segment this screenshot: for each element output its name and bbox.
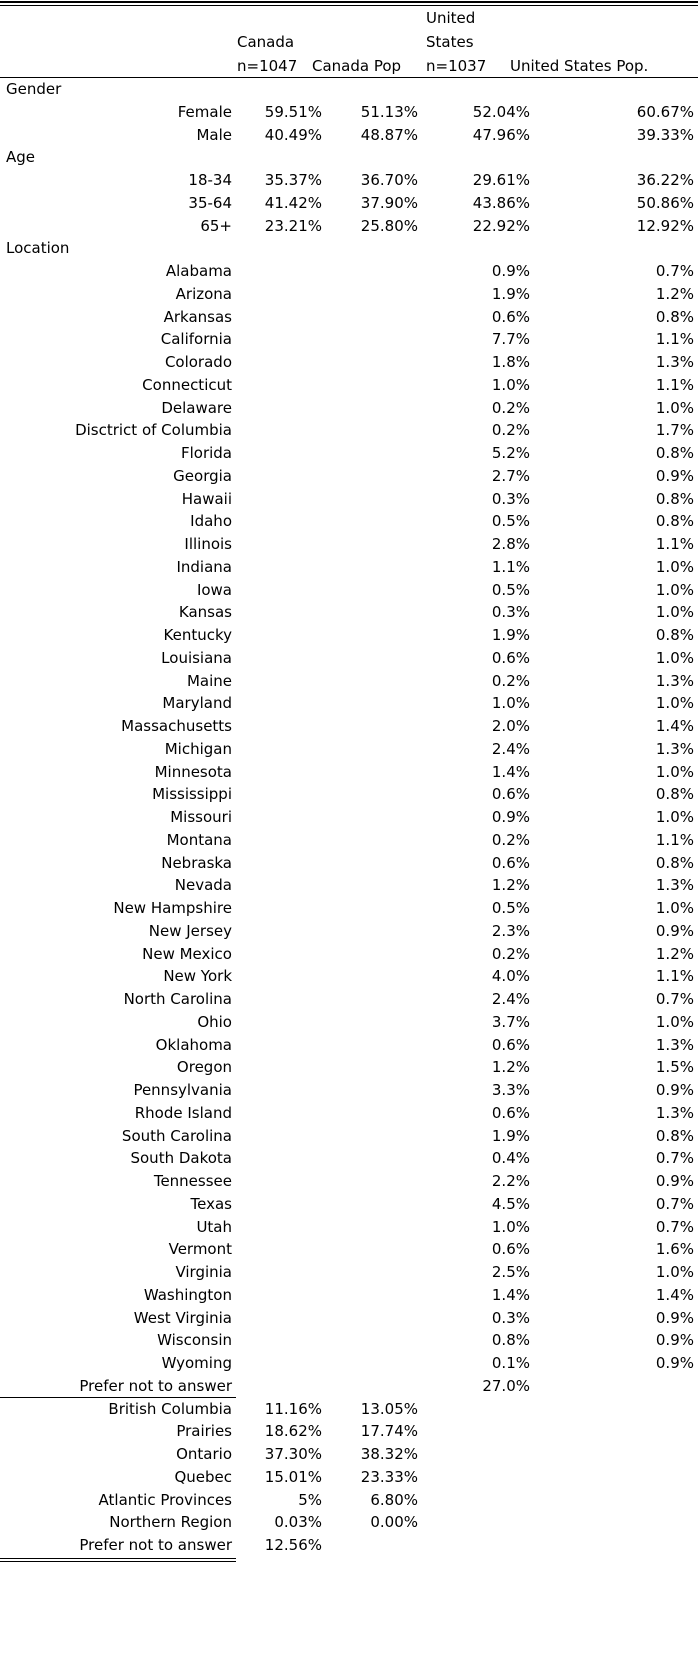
cell-us-pop: 1.0%	[655, 648, 694, 667]
cell-us: 47.96%	[472, 125, 530, 144]
row-label: Alabama	[165, 262, 232, 280]
cell-us-pop: 1.3%	[655, 671, 694, 690]
cell-canada-pop: 37.90%	[360, 193, 418, 212]
cell-us-pop: 50.86%	[636, 193, 694, 212]
row-label: Texas	[190, 1194, 232, 1213]
header-us-pop: United States Pop.	[510, 57, 649, 75]
cell-us-pop: 1.0%	[655, 1012, 694, 1031]
table-row	[0, 1215, 698, 1239]
table-row	[0, 873, 698, 897]
cell-us: 1.0%	[491, 375, 530, 394]
cell-us-pop: 1.4%	[655, 1285, 694, 1304]
row-label: Prefer not to answer	[79, 1376, 232, 1395]
cell-us-pop: 1.3%	[655, 876, 694, 895]
cell-us: 2.2%	[491, 1172, 530, 1190]
table-row	[0, 828, 698, 852]
cell-us: 0.2%	[491, 398, 530, 417]
cell-canada: 12.56%	[264, 1536, 322, 1554]
cell-canada: 0.03%	[274, 1513, 322, 1532]
cell-us-pop: 0.7%	[655, 262, 694, 280]
table-row	[0, 1351, 698, 1375]
row-label: Washington	[143, 1285, 232, 1304]
cell-us: 3.7%	[491, 1012, 530, 1031]
cell-canada-pop: 38.32%	[360, 1445, 418, 1463]
cell-us: 43.86%	[472, 193, 530, 212]
row-label: Arkansas	[163, 307, 232, 326]
row-label: Colorado	[164, 353, 232, 371]
row-label: 35-64	[188, 193, 232, 212]
cell-us-pop: 0.9%	[655, 1331, 694, 1350]
row-label: South Dakota	[130, 1149, 232, 1168]
cell-canada: 41.42%	[264, 193, 322, 212]
table-row	[0, 214, 698, 238]
cell-us-pop: 1.0%	[655, 398, 694, 417]
row-label: California	[160, 330, 232, 349]
cell-canada: 40.49%	[264, 125, 322, 144]
row-label: Rhode Island	[134, 1103, 232, 1122]
top-rule-inner	[0, 5, 698, 6]
row-label: South Carolina	[121, 1126, 232, 1145]
table-row	[0, 669, 698, 693]
top-rule	[0, 1, 698, 3]
table-row	[0, 805, 698, 829]
header-canada-pop: Canada Pop	[312, 57, 402, 75]
row-label: Utah	[196, 1217, 232, 1236]
cell-us: 52.04%	[472, 102, 530, 121]
cell-us: 0.1%	[491, 1354, 530, 1372]
cell-us-pop: 1.1%	[655, 830, 694, 849]
cell-us-pop: 1.1%	[655, 535, 694, 553]
cell-canada: 18.62%	[264, 1422, 322, 1441]
cell-us-pop: 0.7%	[655, 1149, 694, 1168]
cell-us: 0.6%	[491, 1103, 530, 1122]
bottom-rule-inner	[0, 1561, 236, 1562]
row-label: Wyoming	[161, 1354, 232, 1372]
table-row	[0, 396, 698, 420]
cell-us: 1.8%	[491, 353, 530, 371]
table-row	[0, 851, 698, 875]
table-row	[0, 1465, 698, 1489]
table-row	[0, 896, 698, 920]
table-row	[0, 1146, 698, 1170]
cell-us-pop: 60.67%	[636, 102, 694, 121]
cell-us-pop: 1.3%	[655, 1103, 694, 1122]
cell-us: 0.3%	[491, 489, 530, 508]
cell-us: 0.9%	[491, 808, 530, 826]
table-row	[0, 782, 698, 806]
cell-us: 0.6%	[491, 1035, 530, 1054]
table-row	[0, 350, 698, 374]
cell-us-pop: 1.0%	[655, 808, 694, 826]
row-label: Quebec	[174, 1467, 232, 1486]
table-row	[0, 737, 698, 761]
table-row	[0, 123, 698, 147]
row-label: Minnesota	[154, 762, 232, 781]
row-label: Oklahoma	[155, 1035, 232, 1054]
cell-us: 1.2%	[491, 876, 530, 895]
bottom-rule	[0, 1558, 236, 1559]
table-row	[0, 555, 698, 579]
row-label: Oregon	[176, 1058, 232, 1077]
cell-us: 0.2%	[491, 830, 530, 849]
row-label: Illinois	[184, 535, 232, 553]
table-row	[0, 919, 698, 943]
cell-us-pop: 0.9%	[655, 1081, 694, 1099]
row-label: Female	[177, 102, 232, 121]
cell-us: 0.2%	[491, 944, 530, 963]
table-row	[0, 1328, 698, 1352]
table-row	[0, 1306, 698, 1330]
section-label: Location	[6, 239, 70, 258]
row-label: 65+	[200, 216, 232, 235]
cell-us: 0.6%	[491, 1240, 530, 1259]
cell-us-pop: 0.8%	[655, 307, 694, 326]
row-label: Prefer not to answer	[79, 1536, 232, 1554]
cell-us-pop: 1.2%	[655, 284, 694, 303]
cell-us-pop: 36.22%	[636, 171, 694, 189]
cell-us-pop: 0.8%	[655, 489, 694, 508]
section-label: Age	[6, 148, 36, 167]
cell-us-pop: 12.92%	[636, 216, 694, 235]
cell-us: 0.2%	[491, 421, 530, 440]
row-label: Montana	[166, 830, 232, 849]
table-row	[0, 1533, 698, 1557]
row-label: Maryland	[162, 694, 232, 713]
row-label: Missouri	[170, 808, 232, 826]
row-label: North Carolina	[123, 990, 232, 1008]
table-row	[0, 1510, 698, 1534]
row-label: Nevada	[174, 876, 232, 895]
cell-us: 29.61%	[472, 171, 530, 189]
cell-us: 1.4%	[491, 1285, 530, 1304]
cell-us: 0.3%	[491, 1308, 530, 1327]
cell-us-pop: 0.8%	[655, 785, 694, 804]
cell-us: 1.9%	[491, 626, 530, 644]
row-label: Disctrict of Columbia	[75, 421, 232, 440]
cell-us-pop: 1.5%	[655, 1058, 694, 1077]
row-label: Northern Region	[109, 1513, 232, 1532]
section-header	[0, 145, 698, 169]
cell-us: 0.5%	[491, 512, 530, 531]
table-row	[0, 1010, 698, 1034]
row-label: New Mexico	[142, 944, 232, 963]
row-label: Ohio	[197, 1012, 232, 1031]
cell-us-pop: 0.9%	[655, 1172, 694, 1190]
row-label: Florida	[180, 444, 232, 462]
table-row	[0, 1192, 698, 1216]
row-label: British Columbia	[108, 1399, 232, 1418]
header-canada: Canada n=1047	[237, 33, 298, 75]
row-label: Maine	[186, 671, 232, 690]
row-label: Atlantic Provinces	[98, 1490, 232, 1509]
table-row	[0, 509, 698, 533]
cell-us: 1.2%	[491, 1058, 530, 1077]
cell-us: 7.7%	[491, 330, 530, 349]
cell-us-pop: 0.9%	[655, 921, 694, 940]
row-label: Connecticut	[142, 375, 232, 394]
table-row	[0, 100, 698, 124]
cell-us-pop: 1.3%	[655, 353, 694, 371]
cell-us-pop: 1.2%	[655, 944, 694, 963]
row-label: Wisconsin	[157, 1331, 232, 1350]
cell-canada: 59.51%	[264, 102, 322, 121]
cell-us: 2.5%	[491, 1263, 530, 1281]
cell-us: 0.8%	[491, 1331, 530, 1350]
cell-us: 4.5%	[491, 1194, 530, 1213]
row-label: Mississippi	[152, 785, 232, 804]
cell-us-pop: 1.0%	[655, 694, 694, 713]
cell-us-pop: 1.0%	[655, 603, 694, 622]
row-label: Idaho	[190, 512, 232, 531]
table-row	[0, 646, 698, 670]
row-label: Virginia	[175, 1263, 232, 1281]
row-label: Vermont	[168, 1240, 232, 1259]
cell-us: 0.5%	[491, 899, 530, 917]
table-row	[0, 987, 698, 1011]
cell-us: 1.4%	[491, 762, 530, 781]
row-label: Hawaii	[181, 489, 232, 508]
cell-us-pop: 1.1%	[655, 967, 694, 986]
cell-us-pop: 1.4%	[655, 717, 694, 735]
cell-us-pop: 1.1%	[655, 330, 694, 349]
cell-canada: 35.37%	[264, 171, 322, 189]
row-label: 18-34	[188, 171, 232, 189]
row-label: Pennsylvania	[133, 1081, 232, 1099]
table-row	[0, 464, 698, 488]
table-row	[0, 1397, 698, 1421]
row-label: West Virginia	[133, 1308, 232, 1327]
cell-us-pop: 1.0%	[655, 1263, 694, 1281]
cell-us: 0.9%	[491, 262, 530, 280]
cell-us-pop: 0.8%	[655, 1126, 694, 1145]
cell-canada: 11.16%	[264, 1399, 322, 1418]
row-label: Delaware	[161, 398, 232, 417]
table-row	[0, 1488, 698, 1512]
row-label: Louisiana	[161, 648, 232, 667]
cell-us: 27.0%	[482, 1376, 530, 1395]
cell-canada-pop: 51.13%	[360, 102, 418, 121]
cell-canada-pop: 0.00%	[370, 1513, 418, 1532]
table-row	[0, 1078, 698, 1102]
section-header	[0, 77, 698, 101]
cell-us-pop: 0.7%	[655, 1194, 694, 1213]
cell-us: 2.3%	[491, 921, 530, 940]
row-label: Arizona	[175, 284, 232, 303]
cell-us: 22.92%	[472, 216, 530, 235]
cell-us-pop: 1.0%	[655, 762, 694, 781]
cell-canada: 23.21%	[264, 216, 322, 235]
row-label: New Jersey	[148, 921, 232, 940]
row-label: New Hampshire	[113, 899, 232, 917]
cell-canada-pop: 13.05%	[360, 1399, 418, 1418]
table-row	[0, 714, 698, 738]
cell-us: 1.1%	[491, 557, 530, 576]
table-row	[0, 1124, 698, 1148]
table-row	[0, 373, 698, 397]
row-label: New York	[163, 967, 232, 986]
cell-us: 5.2%	[491, 444, 530, 462]
table-row	[0, 1101, 698, 1125]
table-row	[0, 441, 698, 465]
cell-us-pop: 39.33%	[636, 125, 694, 144]
table-row	[0, 418, 698, 442]
table-row	[0, 1169, 698, 1193]
table-row	[0, 600, 698, 624]
cell-canada-pop: 17.74%	[360, 1422, 418, 1441]
cell-canada-pop: 23.33%	[360, 1467, 418, 1486]
table-row	[0, 168, 698, 192]
table-row	[0, 487, 698, 511]
cell-us: 0.6%	[491, 648, 530, 667]
cell-canada-pop: 25.80%	[360, 216, 418, 235]
cell-us: 1.9%	[491, 1126, 530, 1145]
table-row	[0, 1237, 698, 1261]
table-row	[0, 578, 698, 602]
section-label: Gender	[6, 80, 62, 98]
cell-us-pop: 0.8%	[655, 626, 694, 644]
cell-canada: 5%	[298, 1490, 322, 1509]
cell-canada-pop: 6.80%	[370, 1490, 418, 1509]
table-row	[0, 1442, 698, 1466]
table-row	[0, 259, 698, 283]
row-label: Tennessee	[153, 1172, 232, 1190]
table-row	[0, 623, 698, 647]
row-label: Male	[196, 125, 232, 144]
row-label: Michigan	[164, 739, 232, 758]
cell-us-pop: 1.0%	[655, 557, 694, 576]
cell-us: 2.0%	[491, 717, 530, 735]
cell-us-pop: 1.0%	[655, 899, 694, 917]
row-label: Kansas	[178, 603, 232, 622]
cell-us-pop: 0.9%	[655, 1354, 694, 1372]
cell-canada-pop: 48.87%	[360, 125, 418, 144]
cell-us: 2.7%	[491, 466, 530, 485]
cell-us: 0.3%	[491, 603, 530, 622]
cell-us: 0.6%	[491, 853, 530, 872]
table-row	[0, 760, 698, 784]
cell-us-pop: 1.3%	[655, 1035, 694, 1054]
header-us: United States n=1037	[426, 9, 487, 75]
table-row	[0, 532, 698, 556]
row-label: Ontario	[176, 1445, 232, 1463]
table-row	[0, 1033, 698, 1057]
table-row	[0, 942, 698, 966]
cell-us-pop: 0.8%	[655, 444, 694, 462]
cell-us: 1.0%	[491, 694, 530, 713]
row-label: Georgia	[173, 466, 232, 485]
row-label: Iowa	[196, 580, 232, 599]
cell-us: 0.4%	[491, 1149, 530, 1168]
cell-us-pop: 0.9%	[655, 1308, 694, 1327]
cell-us-pop: 1.6%	[655, 1240, 694, 1259]
cell-us: 1.9%	[491, 284, 530, 303]
cell-us: 0.2%	[491, 671, 530, 690]
row-label: Indiana	[176, 557, 232, 576]
cell-us-pop: 0.8%	[655, 512, 694, 531]
table-row	[0, 327, 698, 351]
cell-us: 2.4%	[491, 739, 530, 758]
section-header	[0, 236, 698, 260]
cell-us: 0.6%	[491, 785, 530, 804]
cell-us: 2.4%	[491, 990, 530, 1008]
row-label: Nebraska	[161, 853, 232, 872]
cell-canada: 15.01%	[264, 1467, 322, 1486]
cell-canada: 37.30%	[264, 1445, 322, 1463]
cell-us-pop: 0.7%	[655, 990, 694, 1008]
table-row	[0, 1374, 698, 1398]
table-row	[0, 1283, 698, 1307]
table-row	[0, 1260, 698, 1284]
cell-us: 2.8%	[491, 535, 530, 553]
cell-us-pop: 0.7%	[655, 1217, 694, 1236]
table-row	[0, 691, 698, 715]
cell-us-pop: 1.0%	[655, 580, 694, 599]
table-row	[0, 191, 698, 215]
cell-us-pop: 1.1%	[655, 375, 694, 394]
table-row	[0, 964, 698, 988]
cell-us-pop: 1.7%	[655, 421, 694, 440]
row-label: Prairies	[176, 1422, 232, 1441]
cell-us-pop: 0.8%	[655, 853, 694, 872]
cell-canada-pop: 36.70%	[360, 171, 418, 189]
cell-us: 0.5%	[491, 580, 530, 599]
table-row	[0, 305, 698, 329]
cell-us-pop: 0.9%	[655, 466, 694, 485]
row-label: Kentucky	[163, 626, 232, 644]
table-row	[0, 282, 698, 306]
row-label: Massachusetts	[121, 717, 232, 735]
cell-us: 1.0%	[491, 1217, 530, 1236]
cell-us-pop: 1.3%	[655, 739, 694, 758]
cell-us: 0.6%	[491, 307, 530, 326]
table-row	[0, 1419, 698, 1443]
cell-us: 4.0%	[491, 967, 530, 986]
cell-us: 3.3%	[491, 1081, 530, 1099]
table-row	[0, 1055, 698, 1079]
